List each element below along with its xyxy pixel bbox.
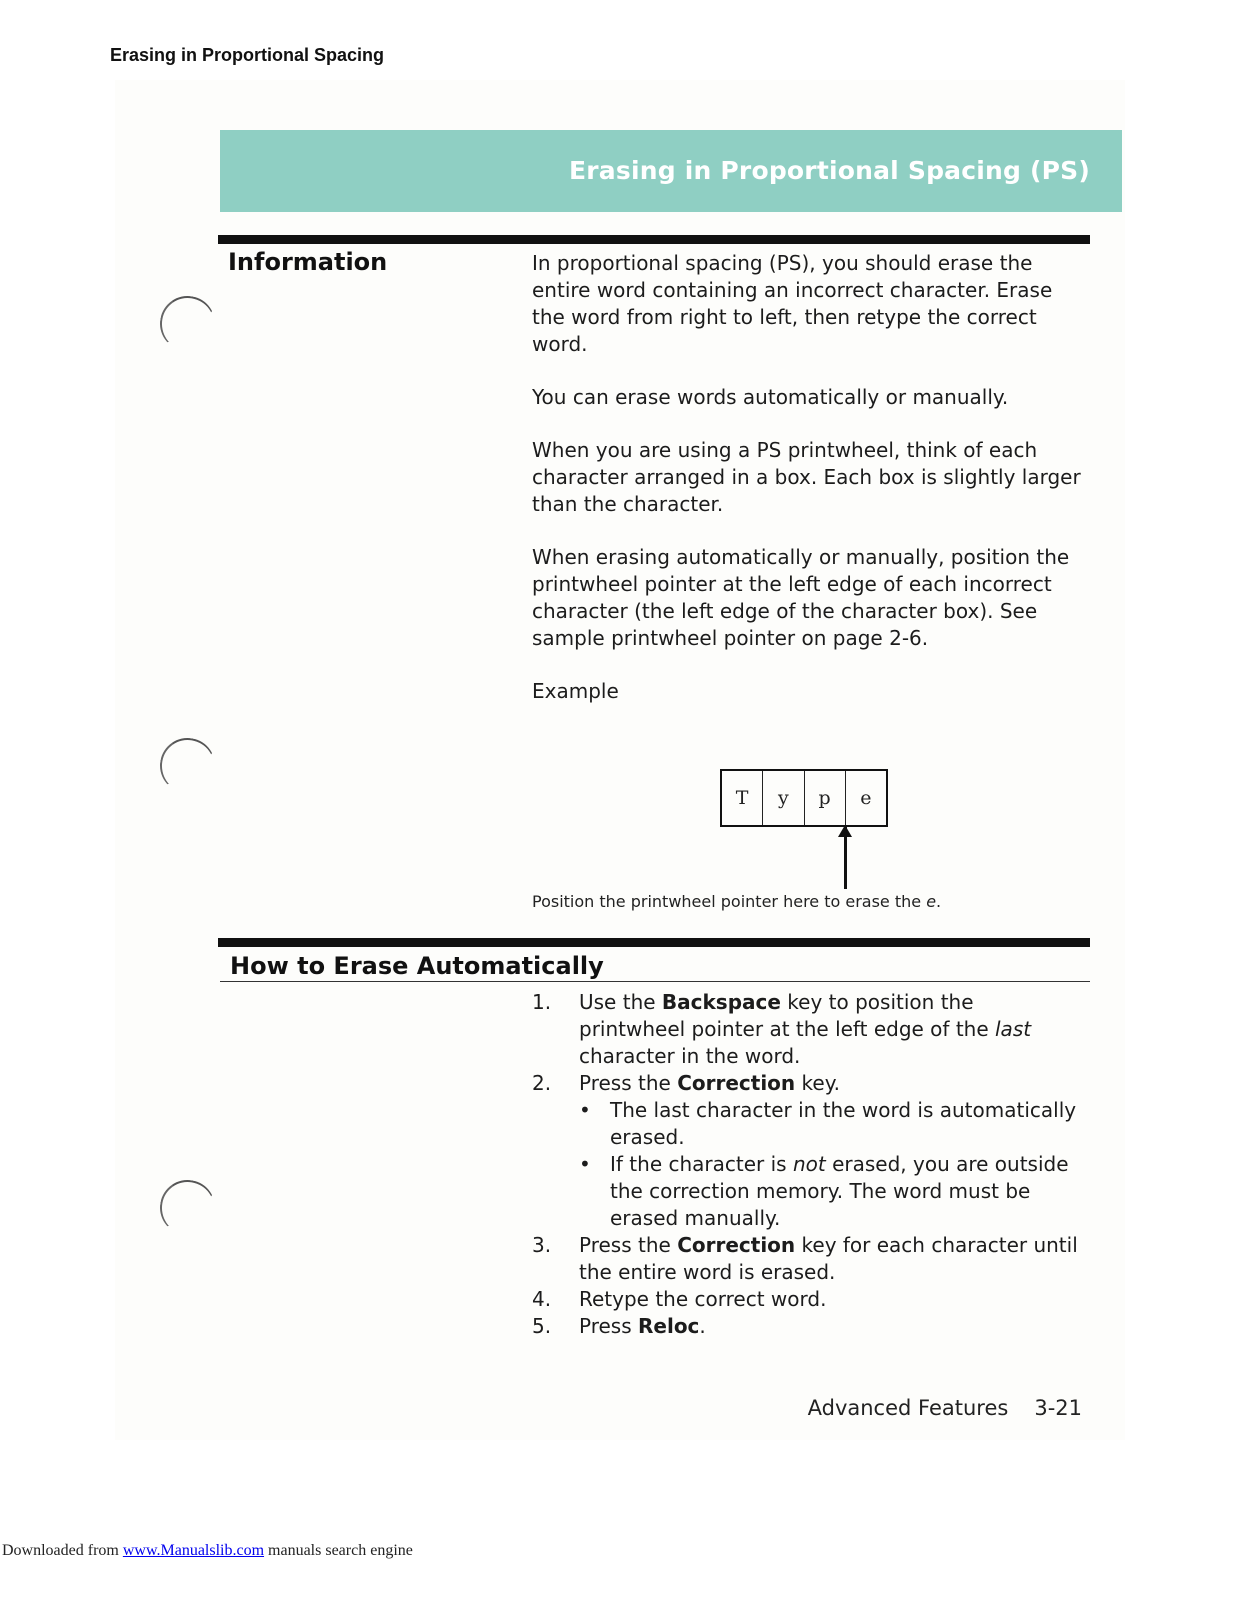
character-box: T [722,771,763,825]
list-item: 5. Press Reloc. [532,1314,706,1338]
banner-title: Erasing in Proportional Spacing (PS) [569,156,1090,185]
bullet-item: • If the character is not erased, you are outside the correction memory. The word must be erased manually. [579,1152,1069,1230]
how-to-steps [532,989,1082,1340]
example-caption: Position the printwheel pointer here to erase the e. [532,892,942,911]
character-box: p [805,771,846,825]
title-banner [220,130,1122,212]
list-item: 2. Press the Correction key. • The last character in the word is automatically erased. • If the character is not erased, you are outside the correction memory. The word must be erased manually. [532,1070,1082,1232]
list-item: 3. Press the Correction key for each character until the entire word is erased. [532,1233,1078,1284]
section-divider [218,235,1090,244]
heading-underline [220,981,1090,982]
information-body [532,250,1082,731]
section-divider [218,938,1090,947]
information-label: Information [228,248,388,276]
footer-section: Advanced Features [807,1396,1009,1420]
paragraph: When you are using a PS printwheel, think of each character arranged in a box. Each box is slightly larger than the character. [532,438,1081,516]
paragraph: You can erase words automatically or manually. [532,385,1009,409]
manualslib-link[interactable]: www.Manualslib.com [122,1542,265,1559]
character-box: y [763,771,804,825]
example-label: Example [532,679,619,703]
how-to-heading: How to Erase Automatically [230,952,604,980]
paragraph: When erasing automatically or manually, position the printwheel pointer at the left edge of each incorrect character (the left edge of the character box). See sample printwheel pointer on page 2-6. [532,545,1070,650]
bullet-icon: • [579,1152,591,1176]
page-footer [808,1396,1082,1420]
paragraph: In proportional spacing (PS), you should erase the entire word containing an incorrect character. Erase the word from right to left, then retype the correct word. [532,251,1053,356]
download-notice: Downloaded from www.Manualslib.com manuals search engine [2,1542,413,1559]
bullet-item: • The last character in the word is automatically erased. [579,1098,1077,1149]
character-box: e [860,787,872,809]
list-item: 1. Use the Backspace key to position the printwheel pointer at the left edge of the last character in the word. [532,990,1032,1068]
page-header: Erasing in Proportional Spacing [110,45,385,65]
bullet-icon: • [579,1098,591,1122]
page-number: 3-21 [1034,1396,1082,1420]
character-boxes [720,769,888,827]
arrow-up-icon [838,825,852,837]
list-item: 4. Retype the correct word. [532,1287,827,1311]
character-box-diagram [720,769,890,894]
